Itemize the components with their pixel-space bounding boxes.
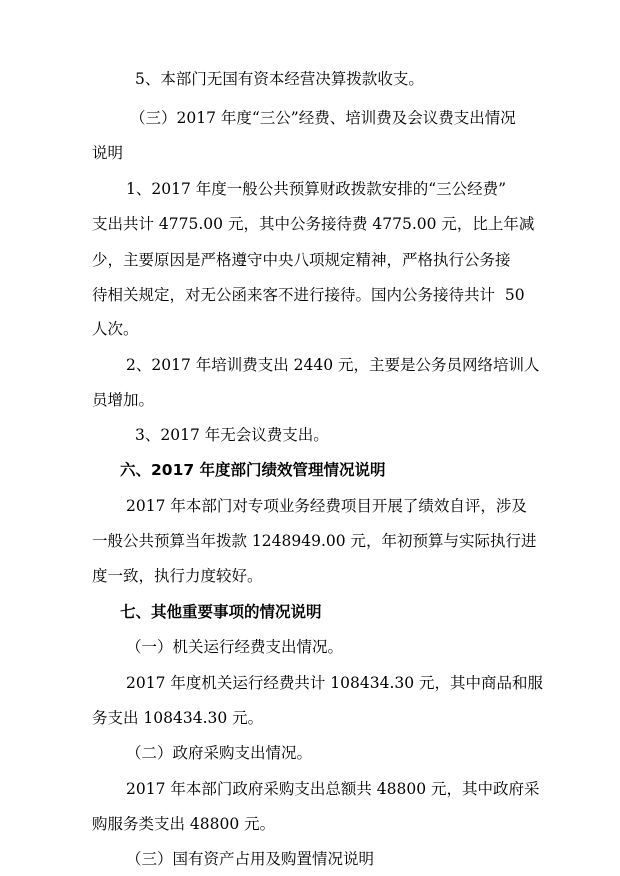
- text-line: 员增加。: [92, 391, 155, 409]
- text-line: 2、2017 年培训费支出 2440 元，主要是公务员网络培训人: [126, 356, 540, 374]
- text-line: 少，主要原因是严格遵守中央八项规定精神，严格执行公务接: [92, 251, 511, 269]
- subsection-heading: （三）国有资产占用及购置情况说明: [126, 850, 375, 868]
- text-line: 务支出 108434.30 元。: [92, 709, 264, 727]
- section-heading: 七、其他重要事项的情况说明: [120, 603, 322, 621]
- section-heading: 六、2017 年度部门绩效管理情况说明: [120, 461, 386, 479]
- text-line: 5、本部门无国有资本经营决算拨款收支。: [135, 70, 424, 88]
- text-line: 购服务类支出 48800 元。: [92, 815, 276, 833]
- text-line: 人次。: [92, 320, 139, 338]
- text-line: 待相关规定，对无公函来客不进行接待。国内公务接待共计 50: [92, 286, 525, 304]
- text-line: 2017 年度机关运行经费共计 108434.30 元，其中商品和服: [126, 674, 544, 692]
- text-line: 2017 年本部门对专项业务经费项目开展了绩效自评，涉及: [126, 497, 527, 515]
- text-line: 说明: [92, 144, 124, 162]
- text-line: 2017 年本部门政府采购支出总额共 48800 元，其中政府采: [126, 780, 540, 798]
- section-heading: （三）2017 年度“三公”经费、培训费及会议费支出情况: [130, 109, 516, 127]
- subsection-heading: （二）政府采购支出情况。: [126, 744, 313, 762]
- subsection-heading: （一）机关运行经费支出情况。: [126, 638, 344, 656]
- text-line: 1、2017 年度一般公共预算财政拨款安排的“三公经费”: [126, 180, 507, 198]
- text-line: 3、2017 年无会议费支出。: [135, 426, 329, 444]
- text-line: 度一致，执行力度较好。: [92, 567, 263, 585]
- text-line: 一般公共预算当年拨款 1248949.00 元，年初预算与实际执行进: [92, 532, 537, 550]
- text-line: 支出共计 4775.00 元，其中公务接待费 4775.00 元，比上年减: [92, 215, 535, 233]
